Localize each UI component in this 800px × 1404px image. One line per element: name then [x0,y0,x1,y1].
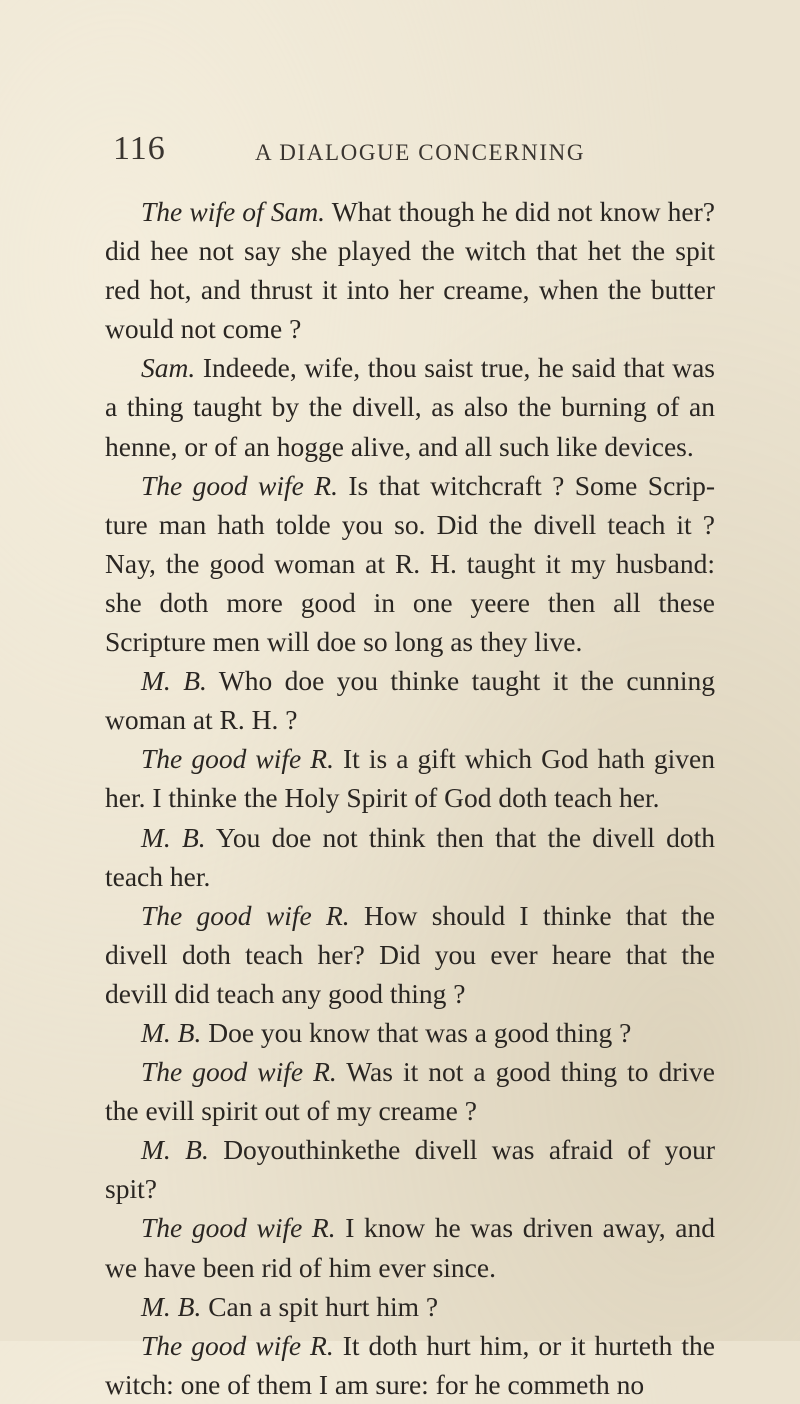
dialogue-text: Doyouthinkethe divell was afraid of your spit? [105,1134,715,1205]
dialogue-paragraph [105,1208,715,1286]
dialogue-paragraph [105,1052,715,1130]
dialogue-text: It doth hurt him, or it hurteth the witch: one of them I am sure: for he commeth no [105,1329,715,1400]
dialogue-paragraph [105,818,715,896]
dialogue-paragraph [105,348,715,465]
dialogue-paragraph [105,192,715,348]
speaker-label: The good wife R. [141,899,350,931]
dialogue-text: Indeede, wife, thou saist true, he said that was a thing taught by the divell, as also the burning of an henne, or of an hogge alive, and all such like devices. [105,352,715,462]
dialogue-text: Who doe you thinke taught it the cunning woman at R. H. ? [105,665,715,736]
dialogue-text: It is a gift which God hath given her. I thinke the Holy Spirit of God doth teach her. [105,743,715,814]
dialogue-text: Doe you know that was a good thing ? [208,1016,632,1048]
dialogue-text: Can a spit hurt him ? [208,1290,439,1322]
dialogue-paragraph [105,1130,715,1208]
running-head: A DIALOGUE CONCERNING [255,140,586,165]
dialogue-paragraph [105,896,715,1013]
dialogue-paragraph [105,1326,715,1404]
dialogue-paragraph [105,1287,715,1326]
dialogue-paragraph [105,661,715,739]
speaker-label: The good wife R. [141,1329,334,1361]
speaker-label: M. B. [141,665,207,697]
dialogue-text: What though he did not know her? did hee not say she played the witch that het the spit red hot, and thrust it into her creame, when the butter would not come ? [105,196,715,345]
body-text [105,192,715,1404]
speaker-label: Sam. [141,352,196,384]
dialogue-paragraph [105,739,715,817]
speaker-label: The good wife R. [141,469,338,501]
dialogue-text: Was it not a good thing to drive the evill spirit out of my creame ? [105,1056,715,1127]
dialogue-text: You doe not think then that the divell doth teach her. [105,821,715,892]
dialogue-paragraph [105,1013,715,1052]
dialogue-paragraph [105,466,715,661]
speaker-label: M. B. [141,821,206,853]
page-number: 116 [113,130,166,167]
speaker-label: M. B. [141,1134,209,1166]
speaker-label: The wife of Sam. [141,196,326,227]
dialogue-text: Is that witchcraft ? Some Scrip-ture man hath tolde you so. Did the divell teach it ? Nay, the good woman at R. H. taught it my husband: she doth more good in one yeere then all these Scripture men will doe so long as they live. [105,469,715,658]
speaker-label: M. B. [141,1016,202,1048]
speaker-label: The good wife R. [141,1056,337,1088]
speaker-label: The good wife R. [141,743,334,775]
page-header [113,130,760,180]
dialogue-text: I know he was driven away, and we have been rid of him ever since. [105,1212,715,1283]
dialogue-text: How should I thinke that the divell doth teach her? Did you ever heare that the devill did teach any good thing ? [105,899,716,1009]
speaker-label: M. B. [141,1290,202,1322]
speaker-label: The good wife R. [141,1212,336,1244]
